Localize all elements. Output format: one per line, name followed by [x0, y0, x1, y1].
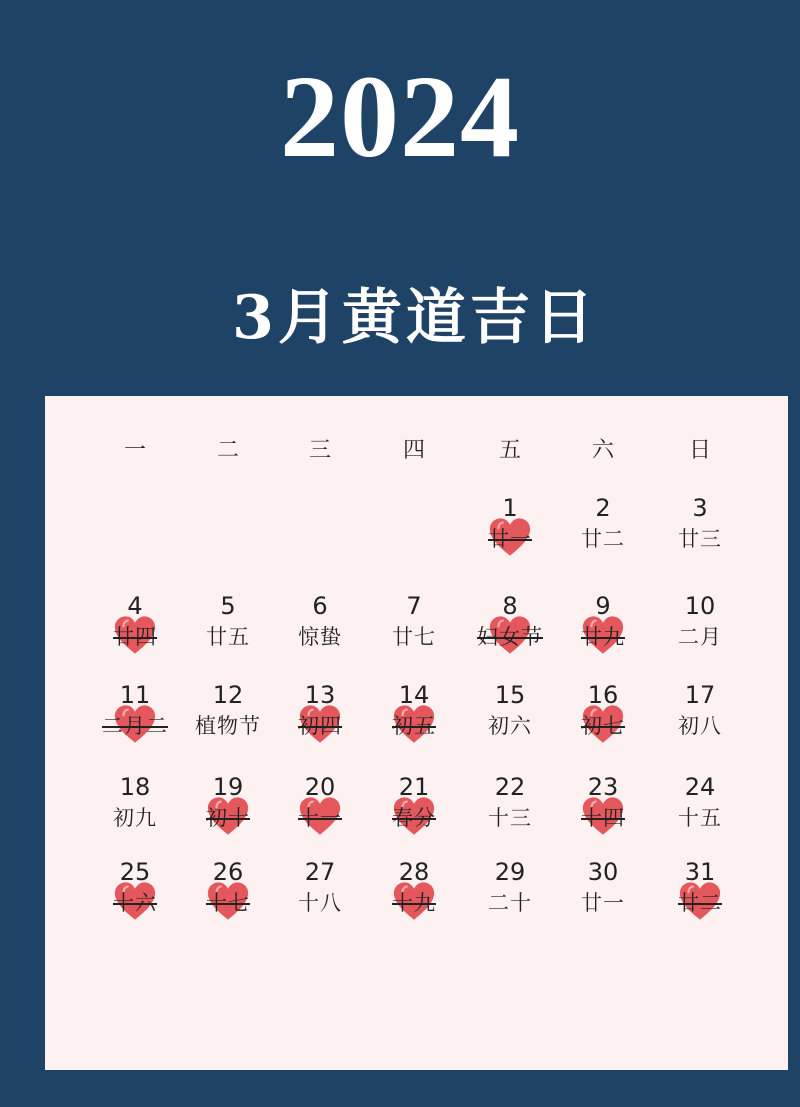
lunar-date: 二月 [678, 625, 722, 649]
day-number: 27 [304, 858, 336, 886]
lunar-date: 廿一 [581, 891, 625, 915]
lunar-date: 初九 [113, 806, 157, 830]
day-cell [87, 592, 183, 672]
lunar-date: 二十 [488, 891, 532, 915]
day-number: 20 [304, 773, 336, 801]
day-number: 3 [692, 494, 708, 522]
lunar-date: 十一 [298, 806, 342, 830]
page-subtitle: 3月黄道吉日 [232, 283, 598, 353]
weekday-label: 二 [216, 438, 239, 463]
day-number: 5 [220, 592, 236, 620]
weekday-label: 五 [498, 438, 521, 463]
day-number: 18 [119, 773, 151, 801]
day-number: 8 [502, 592, 518, 620]
lunar-date: 廿五 [206, 625, 250, 649]
day-cell [462, 773, 558, 853]
day-cell [555, 494, 651, 574]
lunar-date: 春分 [392, 806, 436, 830]
day-cell [652, 858, 748, 938]
day-number: 21 [398, 773, 430, 801]
day-number: 28 [398, 858, 430, 886]
lunar-date: 廿四 [113, 625, 157, 649]
lunar-date: 植物节 [195, 714, 261, 738]
day-cell [366, 592, 462, 672]
day-number: 19 [212, 773, 244, 801]
day-number: 22 [494, 773, 526, 801]
day-cell [180, 858, 276, 938]
lunar-date: 十九 [392, 891, 436, 915]
lunar-date: 初七 [581, 714, 625, 738]
day-cell [555, 858, 651, 938]
year-title: 2024 [280, 51, 520, 182]
weekday-label: 四 [402, 438, 425, 463]
day-number: 30 [587, 858, 619, 886]
day-number: 25 [119, 858, 151, 886]
lunar-date: 初五 [392, 714, 436, 738]
day-cell [180, 773, 276, 853]
day-cell [87, 681, 183, 761]
day-cell [87, 773, 183, 853]
lunar-date: 十四 [581, 806, 625, 830]
day-cell [462, 681, 558, 761]
day-cell [366, 773, 462, 853]
lunar-date: 廿二 [678, 891, 722, 915]
day-cell [462, 858, 558, 938]
day-number: 14 [398, 681, 430, 709]
day-cell [272, 773, 368, 853]
lunar-date: 初十 [206, 806, 250, 830]
day-cell [272, 592, 368, 672]
day-cell [462, 494, 558, 574]
day-number: 29 [494, 858, 526, 886]
weekday-label: 一 [123, 438, 146, 463]
day-number: 17 [684, 681, 716, 709]
lunar-date: 廿三 [678, 527, 722, 551]
lunar-date: 十七 [206, 891, 250, 915]
lunar-date: 廿二 [581, 527, 625, 551]
weekday-label: 六 [591, 438, 614, 463]
day-cell [652, 773, 748, 853]
day-number: 11 [119, 681, 151, 709]
day-number: 15 [494, 681, 526, 709]
lunar-date: 初六 [488, 714, 532, 738]
day-number: 12 [212, 681, 244, 709]
day-cell [652, 592, 748, 672]
day-cell [555, 681, 651, 761]
lunar-date: 十三 [488, 806, 532, 830]
day-number: 24 [684, 773, 716, 801]
day-number: 13 [304, 681, 336, 709]
day-cell [180, 592, 276, 672]
lunar-date: 妇女节 [477, 625, 543, 649]
day-cell [366, 681, 462, 761]
lunar-date: 十八 [298, 891, 342, 915]
weekday-label: 日 [688, 438, 711, 463]
day-number: 2 [595, 494, 611, 522]
lunar-date: 初八 [678, 714, 722, 738]
weekday-label: 三 [308, 438, 331, 463]
day-number: 23 [587, 773, 619, 801]
day-number: 7 [406, 592, 422, 620]
day-number: 26 [212, 858, 244, 886]
day-cell [272, 681, 368, 761]
day-cell [555, 773, 651, 853]
day-cell [272, 858, 368, 938]
day-cell [555, 592, 651, 672]
day-number: 1 [502, 494, 518, 522]
day-cell [462, 592, 558, 672]
lunar-date: 廿七 [392, 625, 436, 649]
lunar-date: 惊蛰 [298, 625, 342, 649]
day-number: 16 [587, 681, 619, 709]
day-cell [87, 858, 183, 938]
day-cell [180, 681, 276, 761]
lunar-date: 二月二 [102, 714, 168, 738]
lunar-date: 十五 [678, 806, 722, 830]
lunar-date: 廿九 [581, 625, 625, 649]
day-number: 10 [684, 592, 716, 620]
day-cell [652, 494, 748, 574]
day-number: 9 [595, 592, 611, 620]
day-cell [652, 681, 748, 761]
day-cell [366, 858, 462, 938]
day-number: 31 [684, 858, 716, 886]
lunar-date: 十六 [113, 891, 157, 915]
lunar-date: 初四 [298, 714, 342, 738]
day-number: 4 [127, 592, 143, 620]
day-number: 6 [312, 592, 328, 620]
lunar-date: 廿一 [488, 527, 532, 551]
